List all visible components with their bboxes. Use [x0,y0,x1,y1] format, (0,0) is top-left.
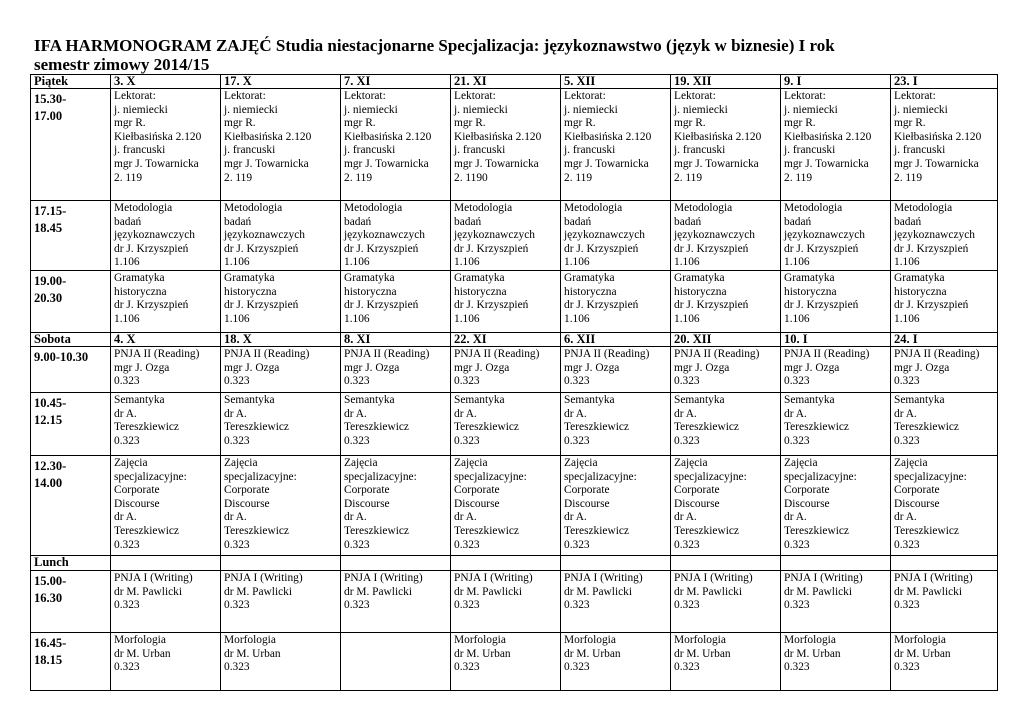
date-cell: 10. I [781,333,891,347]
date-cell: 8. XI [341,333,451,347]
class-cell: Gramatyka historyczna dr J. Krzyszpień 1.106 [781,271,891,333]
class-cell: Semantyka dr A. Tereszkiewicz 0.323 [671,393,781,456]
class-cell: Zajęcia specjalizacyjne: Corporate Discourse dr A. Tereszkiewicz 0.323 [341,456,451,556]
class-cell: Metodologia badań językoznawczych dr J. Krzyszpień 1.106 [111,201,221,271]
class-cell: Semantyka dr A. Tereszkiewicz 0.323 [781,393,891,456]
date-cell: 17. X [221,75,341,89]
class-cell: Semantyka dr A. Tereszkiewicz 0.323 [451,393,561,456]
class-cell: PNJA I (Writing) dr M. Pawlicki 0.323 [221,571,341,633]
class-cell: Metodologia badań językoznawczych dr J. Krzyszpień 1.106 [341,201,451,271]
class-cell: Lektorat: j. niemiecki mgr R. Kiełbasińska 2.120 j. francuski mgr J. Towarnicka 2. 119 [111,89,221,201]
lunch-cell [111,556,221,571]
schedule-table [30,74,998,691]
slot-row [31,271,998,333]
class-cell: PNJA II (Reading) mgr J. Ozga 0.323 [781,347,891,393]
class-cell: PNJA I (Writing) dr M. Pawlicki 0.323 [781,571,891,633]
class-cell: Lektorat: j. niemiecki mgr R. Kiełbasińska 2.120 j. francuski mgr J. Towarnicka 2. 119 [561,89,671,201]
class-cell: PNJA II (Reading) mgr J. Ozga 0.323 [221,347,341,393]
class-cell: Semantyka dr A. Tereszkiewicz 0.323 [561,393,671,456]
class-cell [341,633,451,691]
date-cell: 18. X [221,333,341,347]
day-name-friday: Piątek [31,75,111,89]
class-cell: PNJA II (Reading) mgr J. Ozga 0.323 [451,347,561,393]
lunch-cell [451,556,561,571]
class-cell: PNJA II (Reading) mgr J. Ozga 0.323 [561,347,671,393]
slot-row [31,571,998,633]
class-cell: PNJA I (Writing) dr M. Pawlicki 0.323 [451,571,561,633]
class-cell: Lektorat: j. niemiecki mgr R. Kiełbasińska 2.120 j. francuski mgr J. Towarnicka 2. 119 [671,89,781,201]
class-cell: Zajęcia specjalizacyjne: Corporate Discourse dr A. Tereszkiewicz 0.323 [671,456,781,556]
class-cell: Semantyka dr A. Tereszkiewicz 0.323 [111,393,221,456]
date-cell: 24. I [891,333,998,347]
time-slot-label: 15.30- 17.00 [31,89,111,201]
time-slot-label: 17.15- 18.45 [31,201,111,271]
date-cell: 22. XI [451,333,561,347]
class-cell: Gramatyka historyczna dr J. Krzyszpień 1.106 [221,271,341,333]
lunch-row [31,556,998,571]
class-cell: Zajęcia specjalizacyjne: Corporate Discourse dr A. Tereszkiewicz 0.323 [891,456,998,556]
slot-row [31,393,998,456]
class-cell: Gramatyka historyczna dr J. Krzyszpień 1.106 [451,271,561,333]
date-cell: 21. XI [451,75,561,89]
day-header-row-saturday [31,333,998,347]
class-cell: Zajęcia specjalizacyjne: Corporate Discourse dr A. Tereszkiewicz 0.323 [111,456,221,556]
class-cell: Morfologia dr M. Urban 0.323 [671,633,781,691]
class-cell: Gramatyka historyczna dr J. Krzyszpień 1.106 [671,271,781,333]
class-cell: Zajęcia specjalizacyjne: Corporate Discourse dr A. Tereszkiewicz 0.323 [781,456,891,556]
class-cell: Lektorat: j. niemiecki mgr R. Kiełbasińska 2.120 j. francuski mgr J. Towarnicka 2. 119 [341,89,451,201]
class-cell: Semantyka dr A. Tereszkiewicz 0.323 [891,393,998,456]
class-cell: PNJA II (Reading) mgr J. Ozga 0.323 [341,347,451,393]
class-cell: Morfologia dr M. Urban 0.323 [561,633,671,691]
slot-row [31,456,998,556]
class-cell: Morfologia dr M. Urban 0.323 [781,633,891,691]
class-cell: PNJA II (Reading) mgr J. Ozga 0.323 [111,347,221,393]
date-cell: 19. XII [671,75,781,89]
time-slot-label: 15.00- 16.30 [31,571,111,633]
lunch-cell [781,556,891,571]
class-cell: PNJA I (Writing) dr M. Pawlicki 0.323 [561,571,671,633]
lunch-cell [341,556,451,571]
document-title [34,36,994,74]
day-header-row-friday [31,75,998,89]
class-cell: Zajęcia specjalizacyjne: Corporate Discourse dr A. Tereszkiewicz 0.323 [221,456,341,556]
title-line-1: IFA HARMONOGRAM ZAJĘĆ Studia niestacjonarne Specjalizacja: językoznawstwo (język w biznesie) I rok [34,36,835,55]
class-cell: Metodologia badań językoznawczych dr J. Krzyszpień 1.106 [781,201,891,271]
day-name-saturday: Sobota [31,333,111,347]
class-cell: Morfologia dr M. Urban 0.323 [221,633,341,691]
class-cell: PNJA I (Writing) dr M. Pawlicki 0.323 [111,571,221,633]
lunch-cell [671,556,781,571]
class-cell: Metodologia badań językoznawczych dr J. Krzyszpień 1.106 [221,201,341,271]
class-cell: Metodologia badań językoznawczych dr J. Krzyszpień 1.106 [891,201,998,271]
class-cell: Gramatyka historyczna dr J. Krzyszpień 1.106 [561,271,671,333]
date-cell: 4. X [111,333,221,347]
class-cell: Zajęcia specjalizacyjne: Corporate Discourse dr A. Tereszkiewicz 0.323 [451,456,561,556]
lunch-cell [561,556,671,571]
class-cell: PNJA II (Reading) mgr J. Ozga 0.323 [891,347,998,393]
time-slot-label: 19.00- 20.30 [31,271,111,333]
slot-row [31,201,998,271]
time-slot-label: 9.00-10.30 [31,347,111,393]
time-slot-label: 12.30- 14.00 [31,456,111,556]
class-cell: Morfologia dr M. Urban 0.323 [451,633,561,691]
date-cell: 7. XI [341,75,451,89]
class-cell: Metodologia badań językoznawczych dr J. Krzyszpień 1.106 [561,201,671,271]
date-cell: 5. XII [561,75,671,89]
class-cell: Gramatyka historyczna dr J. Krzyszpień 1.106 [111,271,221,333]
class-cell: Semantyka dr A. Tereszkiewicz 0.323 [341,393,451,456]
class-cell: Semantyka dr A. Tereszkiewicz 0.323 [221,393,341,456]
class-cell: PNJA I (Writing) dr M. Pawlicki 0.323 [341,571,451,633]
slot-row [31,347,998,393]
class-cell: Morfologia dr M. Urban 0.323 [111,633,221,691]
slot-row [31,633,998,691]
title-line-2: semestr zimowy 2014/15 [34,55,210,74]
class-cell: Lektorat: j. niemiecki mgr R. Kiełbasińska 2.120 j. francuski mgr J. Towarnicka 2. 119 [221,89,341,201]
class-cell: Lektorat: j. niemiecki mgr R. Kiełbasińska 2.120 j. francuski mgr J. Towarnicka 2. 1190 [451,89,561,201]
class-cell: PNJA I (Writing) dr M. Pawlicki 0.323 [891,571,998,633]
lunch-cell [891,556,998,571]
class-cell: Lektorat: j. niemiecki mgr R. Kiełbasińska 2.120 j. francuski mgr J. Towarnicka 2. 119 [781,89,891,201]
class-cell: PNJA II (Reading) mgr J. Ozga 0.323 [671,347,781,393]
date-cell: 6. XII [561,333,671,347]
date-cell: 3. X [111,75,221,89]
time-slot-label: 16.45- 18.15 [31,633,111,691]
time-slot-label: 10.45- 12.15 [31,393,111,456]
date-cell: 20. XII [671,333,781,347]
class-cell: Gramatyka historyczna dr J. Krzyszpień 1.106 [341,271,451,333]
date-cell: 23. I [891,75,998,89]
lunch-label: Lunch [31,556,111,571]
class-cell: Morfologia dr M. Urban 0.323 [891,633,998,691]
class-cell: Gramatyka historyczna dr J. Krzyszpień 1.106 [891,271,998,333]
lunch-cell [221,556,341,571]
class-cell: PNJA I (Writing) dr M. Pawlicki 0.323 [671,571,781,633]
slot-row [31,89,998,201]
class-cell: Metodologia badań językoznawczych dr J. Krzyszpień 1.106 [451,201,561,271]
class-cell: Zajęcia specjalizacyjne: Corporate Discourse dr A. Tereszkiewicz 0.323 [561,456,671,556]
class-cell: Lektorat: j. niemiecki mgr R. Kiełbasińska 2.120 j. francuski mgr J. Towarnicka 2. 119 [891,89,998,201]
class-cell: Metodologia badań językoznawczych dr J. Krzyszpień 1.106 [671,201,781,271]
date-cell: 9. I [781,75,891,89]
